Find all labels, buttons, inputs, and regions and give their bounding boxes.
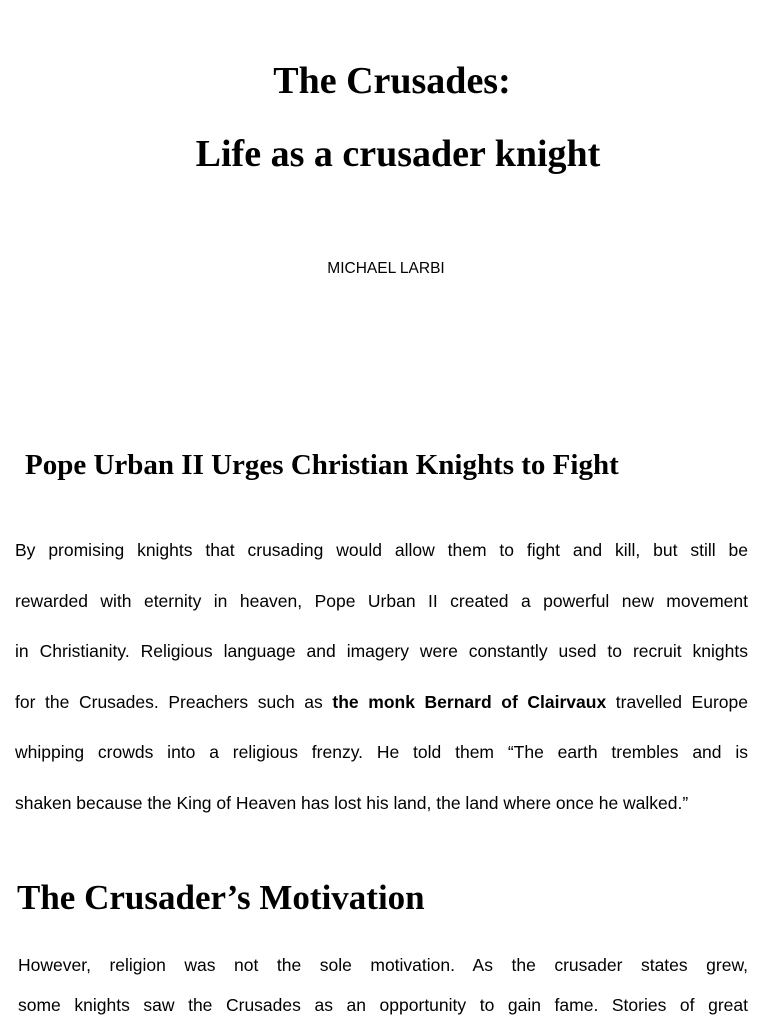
paragraph-line: rewarded with eternity in heaven, Pope Urban II created a powerful new movement bbox=[15, 590, 748, 611]
bold-phrase-bernard: the monk Bernard of Clairvaux bbox=[332, 691, 607, 712]
section-heading-pope-urban: Pope Urban II Urges Christian Knights to Fight bbox=[25, 449, 619, 481]
document-title-line-2: Life as a crusader knight bbox=[195, 133, 601, 175]
author-name: MICHAEL LARBI bbox=[327, 260, 445, 277]
paragraph-line: shaken because the King of Heaven has lost his land, the land where once he walked.” bbox=[15, 792, 689, 813]
paragraph-line: some knights saw the Crusades as an opportunity to gain fame. Stories of great bbox=[18, 995, 748, 1015]
paragraph-line: However, religion was not the sole motivation. As the crusader states grew, bbox=[18, 955, 748, 975]
section-heading-motivation: The Crusader’s Motivation bbox=[17, 878, 425, 917]
paragraph-line: whipping crowds into a religious frenzy. He told them “The earth trembles and is bbox=[15, 742, 748, 763]
paragraph-line: in Christianity. Religious language and imagery were constantly used to recruit knights bbox=[15, 641, 748, 662]
paragraph-text: for the Crusades. Preachers such as bbox=[15, 691, 333, 712]
paragraph-line: By promising knights that crusading would allow them to fight and kill, but still be bbox=[15, 540, 748, 560]
paragraph-motivation bbox=[18, 945, 748, 1025]
paragraph-pope-urban bbox=[15, 525, 748, 829]
paragraph-text: travelled Europe bbox=[606, 691, 748, 712]
document-title-line-1: The Crusades: bbox=[273, 60, 511, 102]
paragraph-line bbox=[15, 677, 748, 728]
